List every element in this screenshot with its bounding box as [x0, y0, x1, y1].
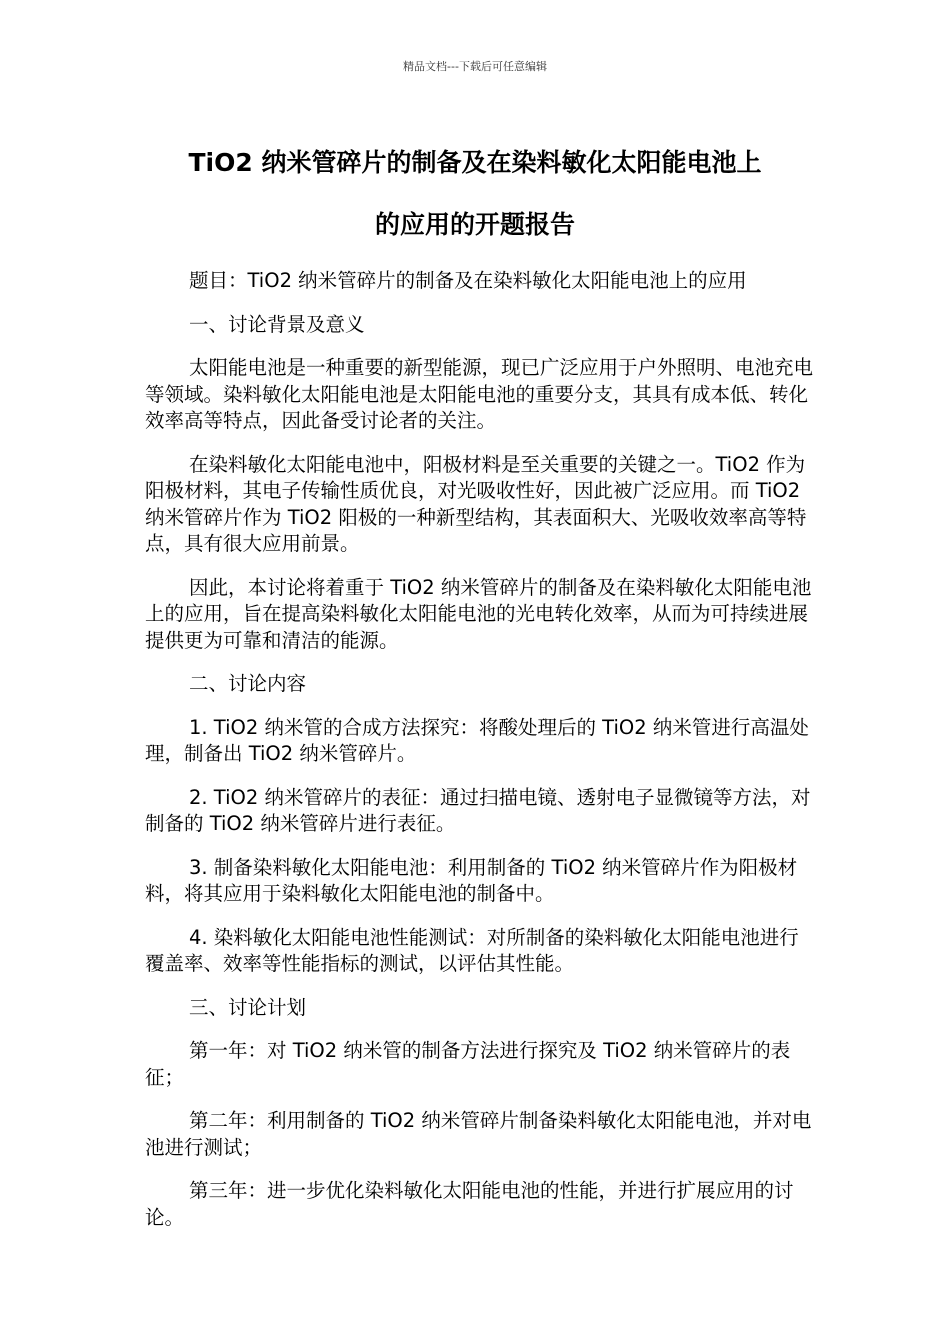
section-heading-plan: 三、讨论计划 — [189, 995, 307, 1019]
topic-line: 题目：TiO2 纳米管碎片的制备及在染料敏化太阳能电池上的应用 — [189, 269, 747, 292]
title-line-2: 的应用的开题报告 — [374, 210, 575, 239]
plan-item-year-2: 第二年：利用制备的 TiO2 纳米管碎片制备染料敏化太阳能电池，并对电池进行测试； — [145, 1109, 812, 1159]
content-item-2: 2. TiO2 纳米管碎片的表征：通过扫描电镜、透射电子显微镜等方法，对制备的 TiO2 纳米管碎片进行表征。 — [145, 785, 811, 835]
plan-item-year-1: 第一年：对 TiO2 纳米管的制备方法进行探究及 TiO2 纳米管碎片的表征； — [145, 1039, 791, 1089]
background-paragraph-2: 在染料敏化太阳能电池中，阳极材料是至关重要的关键之一。TiO2 作为阳极材料，其电子传输性质优良，对光吸收性好，因此被广泛应用。而 TiO2 纳米管碎片作为 TiO2 阳极的一种新型结构，其表面积大、光吸收效率高等特点，具有很大应用前景。 — [145, 452, 807, 555]
content-item-4: 4. 染料敏化太阳能电池性能测试：对所制备的染料敏化太阳能电池进行覆盖率、效率等性能指标的测试，以评估其性能。 — [145, 925, 799, 975]
background-paragraph-1: 太阳能电池是一种重要的新型能源，现已广泛应用于户外照明、电池充电等领域。染料敏化太阳能电池是太阳能电池的重要分支，其具有成本低、转化效率高等特点，因此备受讨论者的关注。 — [145, 356, 814, 432]
content-item-3: 3. 制备染料敏化太阳能电池：利用制备的 TiO2 纳米管碎片作为阳极材料，将其应用于染料敏化太阳能电池的制备中。 — [145, 855, 798, 905]
document-body — [145, 268, 817, 1248]
header-note: 精品文档---下载后可任意编辑 — [403, 60, 547, 73]
title-line-1: TiO2 纳米管碎片的制备及在染料敏化太阳能电池上 — [188, 148, 762, 177]
content-item-1: 1. TiO2 纳米管的合成方法探究：将酸处理后的 TiO2 纳米管进行高温处理，制备出 TiO2 纳米管碎片。 — [145, 715, 809, 765]
section-heading-background: 一、讨论背景及意义 — [189, 312, 365, 336]
plan-item-year-3: 第三年：进一步优化染料敏化太阳能电池的性能，并进行扩展应用的讨论。 — [145, 1179, 794, 1229]
background-paragraph-3: 因此，本讨论将着重于 TiO2 纳米管碎片的制备及在染料敏化太阳能电池上的应用，旨在提高染料敏化太阳能电池的光电转化效率，从而为可持续进展提供更为可靠和清洁的能源。 — [145, 575, 812, 652]
section-heading-content: 二、讨论内容 — [189, 672, 307, 695]
document-title — [120, 132, 830, 256]
